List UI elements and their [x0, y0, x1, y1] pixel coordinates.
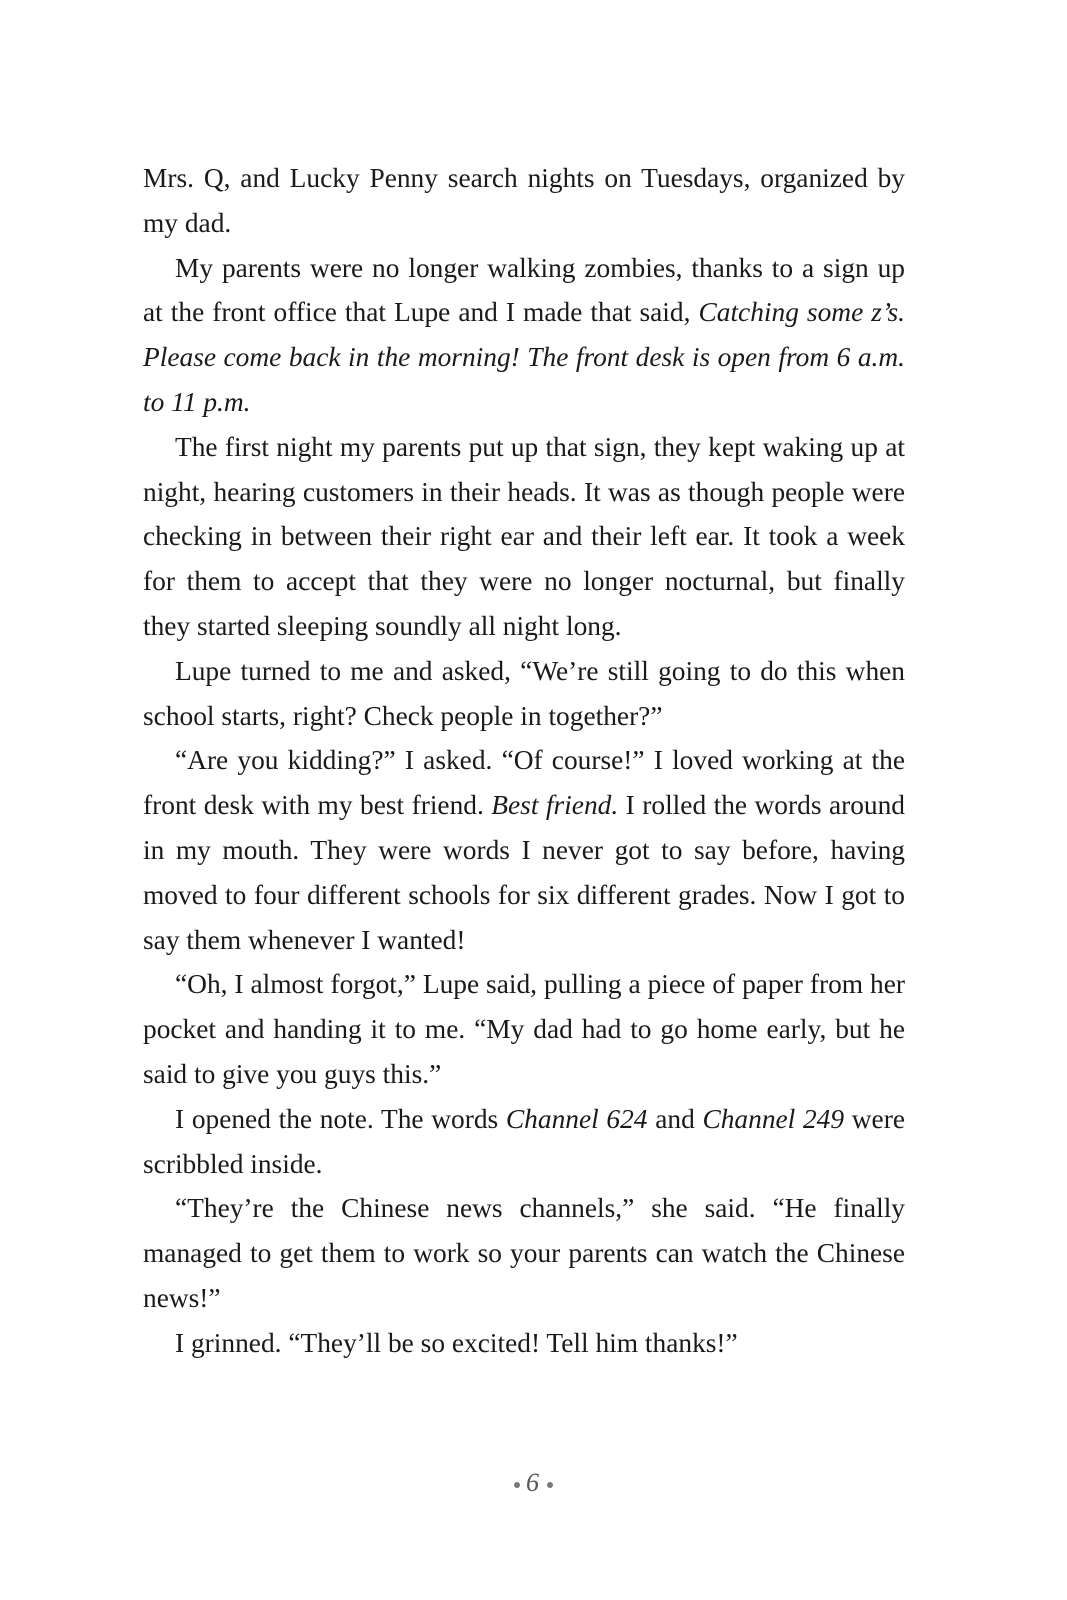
paragraph: [143, 1186, 905, 1320]
paragraph-text: I rolled the words around in my mouth. They were words I never got to say before, having moved to four different schools for six different grades. Now I got to say them whenever I wanted!: [143, 790, 905, 955]
paragraph: [143, 246, 905, 425]
paragraph-text: Mrs. Q, and Lucky Penny search nights on Tuesdays, organized by my dad.: [143, 163, 905, 238]
paragraph-text: were scribbled inside.: [143, 1103, 905, 1179]
paragraph-text: “They’re the Chinese news channels,” she said. “He finally managed to get them to work so your parents can watch the Chinese news!”: [143, 1193, 905, 1313]
paragraph: [143, 962, 905, 1096]
page-body: [143, 156, 905, 1366]
paragraph: [143, 738, 905, 962]
paragraph-text: My parents were no longer walking zombies, thanks to a sign up at the front office that Lupe and I made that said,: [143, 252, 905, 328]
italic-text: Catching some z’s. Please come back in the morning! The front desk is open from 6 a.m. to 11 p.m.: [143, 297, 906, 417]
paragraph-text: The first night my parents put up that sign, they kept waking up at night, hearing customers in their heads. It was as though people were checking in between their right ear and their left ear. It took a week for them to accept that they were no longer nocturnal, but finally they started sleeping soundly all night long.: [143, 431, 905, 641]
paragraph-text: and: [647, 1103, 703, 1134]
paragraph: [143, 156, 905, 246]
paragraph-text: “Are you kidding?” I asked. “Of course!” I loved working at the front desk with my best friend.: [143, 745, 905, 821]
paragraph: [143, 649, 905, 739]
italic-text: Channel 249: [702, 1103, 845, 1134]
paragraph-text: I grinned. “They’ll be so excited! Tell him thanks!”: [175, 1327, 738, 1358]
paragraph-text: Lupe turned to me and asked, “We’re still going to do this when school starts, right? Check people in together?”: [143, 655, 905, 731]
paragraph: [143, 425, 905, 649]
paragraph: [143, 1097, 905, 1187]
paragraph-text: I opened the note. The words: [175, 1103, 506, 1134]
page-number-text: 6: [526, 1468, 541, 1497]
folio-dot-right: [547, 1482, 553, 1488]
italic-text: Channel 624: [505, 1103, 648, 1134]
italic-text: Best friend.: [491, 790, 619, 821]
paragraph: [143, 1321, 905, 1366]
paragraph-text: “Oh, I almost forgot,” Lupe said, pulling a piece of paper from her pocket and handing it to me. “My dad had to go home early, but he said to give you guys this.”: [143, 969, 905, 1089]
folio-dot-left: [514, 1482, 520, 1488]
page-number: [0, 1468, 1067, 1498]
